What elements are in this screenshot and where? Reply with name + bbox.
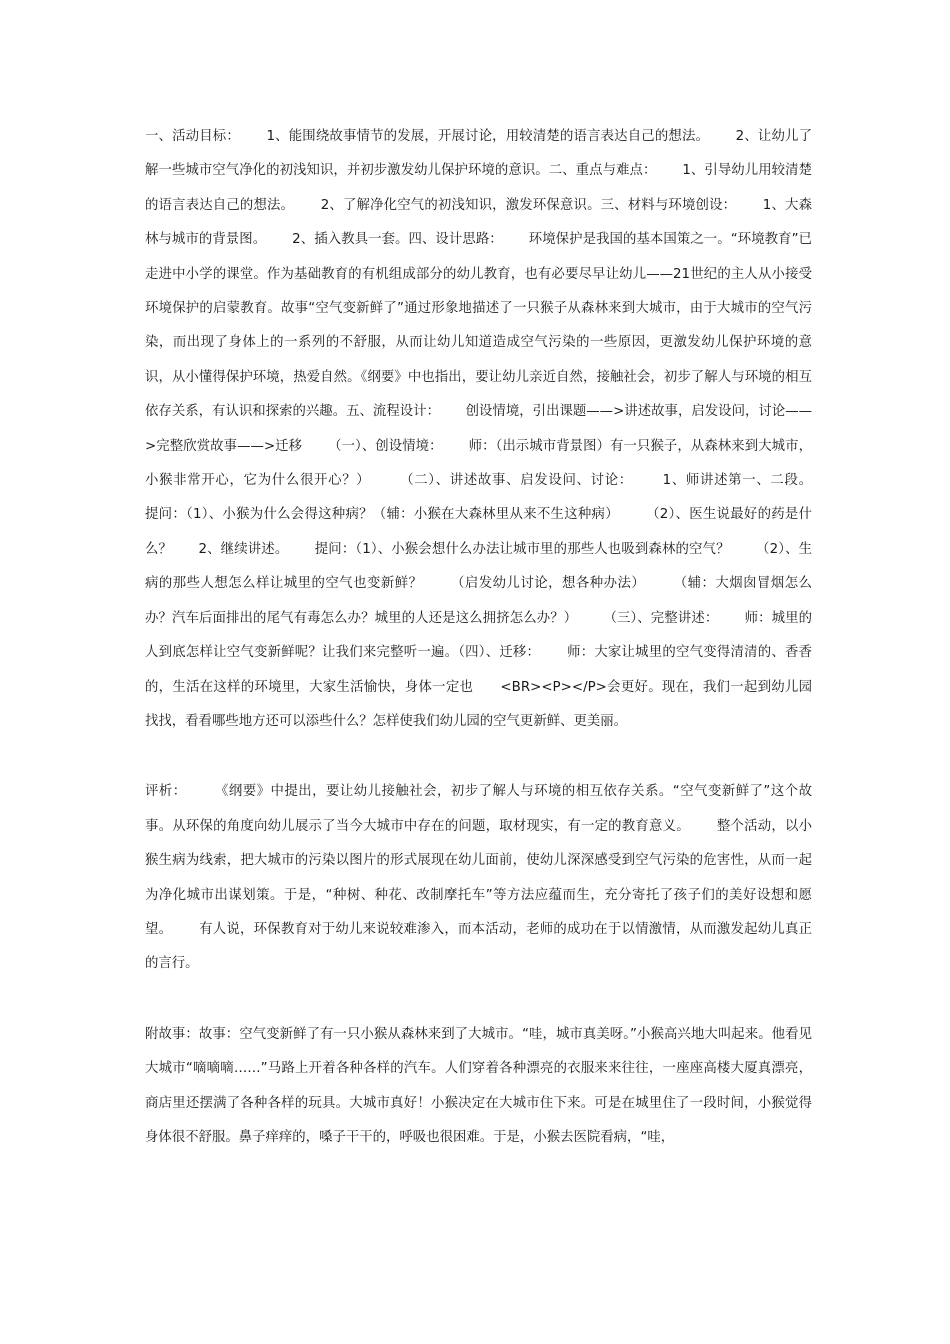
document-page — [145, 120, 838, 1155]
story-paragraph: 附故事：故事：空气变新鲜了有一只小猴从森林来到了大城市。“哇，城市真美呀。”小猴高兴地大叫起来。他看见大城市“嘀嘀嘀……”马路上开着各种各样的汽车。人们穿着各种漂亮的衣服来来往往，一座座高楼大厦真漂亮，商店里还摆满了各种各样的玩具。大城市真好！小猴决定在大城市住下来。可是在城里住了一段时间，小猴觉得身体很不舒服。鼻子痒痒的，嗓子干干的，呼吸也很困难。于是，小猴去医院看病，“哇， — [145, 1026, 812, 1145]
paragraph-spacer — [145, 739, 812, 775]
paragraph-spacer — [145, 982, 812, 1018]
lesson-plan-paragraph: 一、活动目标： 1、能围绕故事情节的发展，开展讨论，用较清楚的语言表达自己的想法。 2、让幼儿了解一些城市空气净化的初浅知识，并初步激发幼儿保护环境的意识。二、重点与难点： 1、引导幼儿用较清楚的语言表达自己的想法。 2、了解净化空气的初浅知识，激发环保意识。三、材料与环境创设： 1、大森林与城市的背景图。 2、插入教具一套。四、设计思路： 环境保护是我国的基本国策之一。“环境教育”已走进中小学的课堂。作为基础教育的有机组成部分的幼儿教育，也有必要尽早让幼儿——21世纪的主人从小接受环境保护的启蒙教育。故事“空气变新鲜了”通过形象地描述了一只猴子从森林来到大城市，由于大城市的空气污染，而出现了身体上的一系列的不舒服，从而让幼儿知道造成空气污染的一些原因，更激发幼儿保护环境的意识，从小懂得保护环境，热爱自然。《纲要》中也指出，要让幼儿亲近自然，接触社会，初步了解人与环境的相互依存关系，有认识和探索的兴趣。五、流程设计： 创设情境，引出课题——>讲述故事，启发设问，讨论——>完整欣赏故事——>迁移 （一）、创设情境： 师：（出示城市背景图）有一只猴子，从森林来到大城市，小猴非常开心，它为什么很开心？） （二）、讲述故事、启发设问、讨论： 1、师讲述第一、二段。 提问：（1）、小猴为什么会得这种病？（辅：小猴在大森林里从来不生这种病） （2）、医生说最好的药是什么？ 2、继续讲述。 提问：（1）、小猴会想什么办法让城市里的那些人也吸到森林的空气？ （2）、生病的那些人想怎么样让城里的空气也变新鲜？ （启发幼儿讨论，想各种办法） （辅：大烟囱冒烟怎么办？汽车后面排出的尾气有毒怎么办？城里的人还是这么拥挤怎么办？） （三）、完整讲述： 师：城里的人到底怎样让空气变新鲜呢？让我们来完整听一遍。（四）、迁移： 师：大家让城里的空气变得清清的、香香的，生活在这样的环境里，大家生活愉快，身体一定也 <BR><P></P>会更好。现在，我们一起到幼儿园找找，看看哪些地方还可以添些什么？怎样使我们幼儿园的空气更新鲜、更美丽。 — [145, 129, 838, 729]
commentary-paragraph: 评析： 《纲要》中提出，要让幼儿接触社会，初步了解人与环境的相互依存关系。“空气变新鲜了”这个故事。从环保的角度向幼儿展示了当今大城市中存在的问题，取材现实，有一定的教育意义。 整个活动，以小猴生病为线索，把大城市的污染以图片的形式展现在幼儿面前，使幼儿深深感受到空气污染的危害性，从而一起为净化城市出谋划策。于是，“种树、种花、改制摩托车”等方法应蕴而生，充分寄托了孩子们的美好设想和愿望。 有人说，环保教育对于幼儿来说较难渗入，而本活动，老师的成功在于以情激情，从而激发起幼儿真正的言行。 — [145, 784, 812, 972]
